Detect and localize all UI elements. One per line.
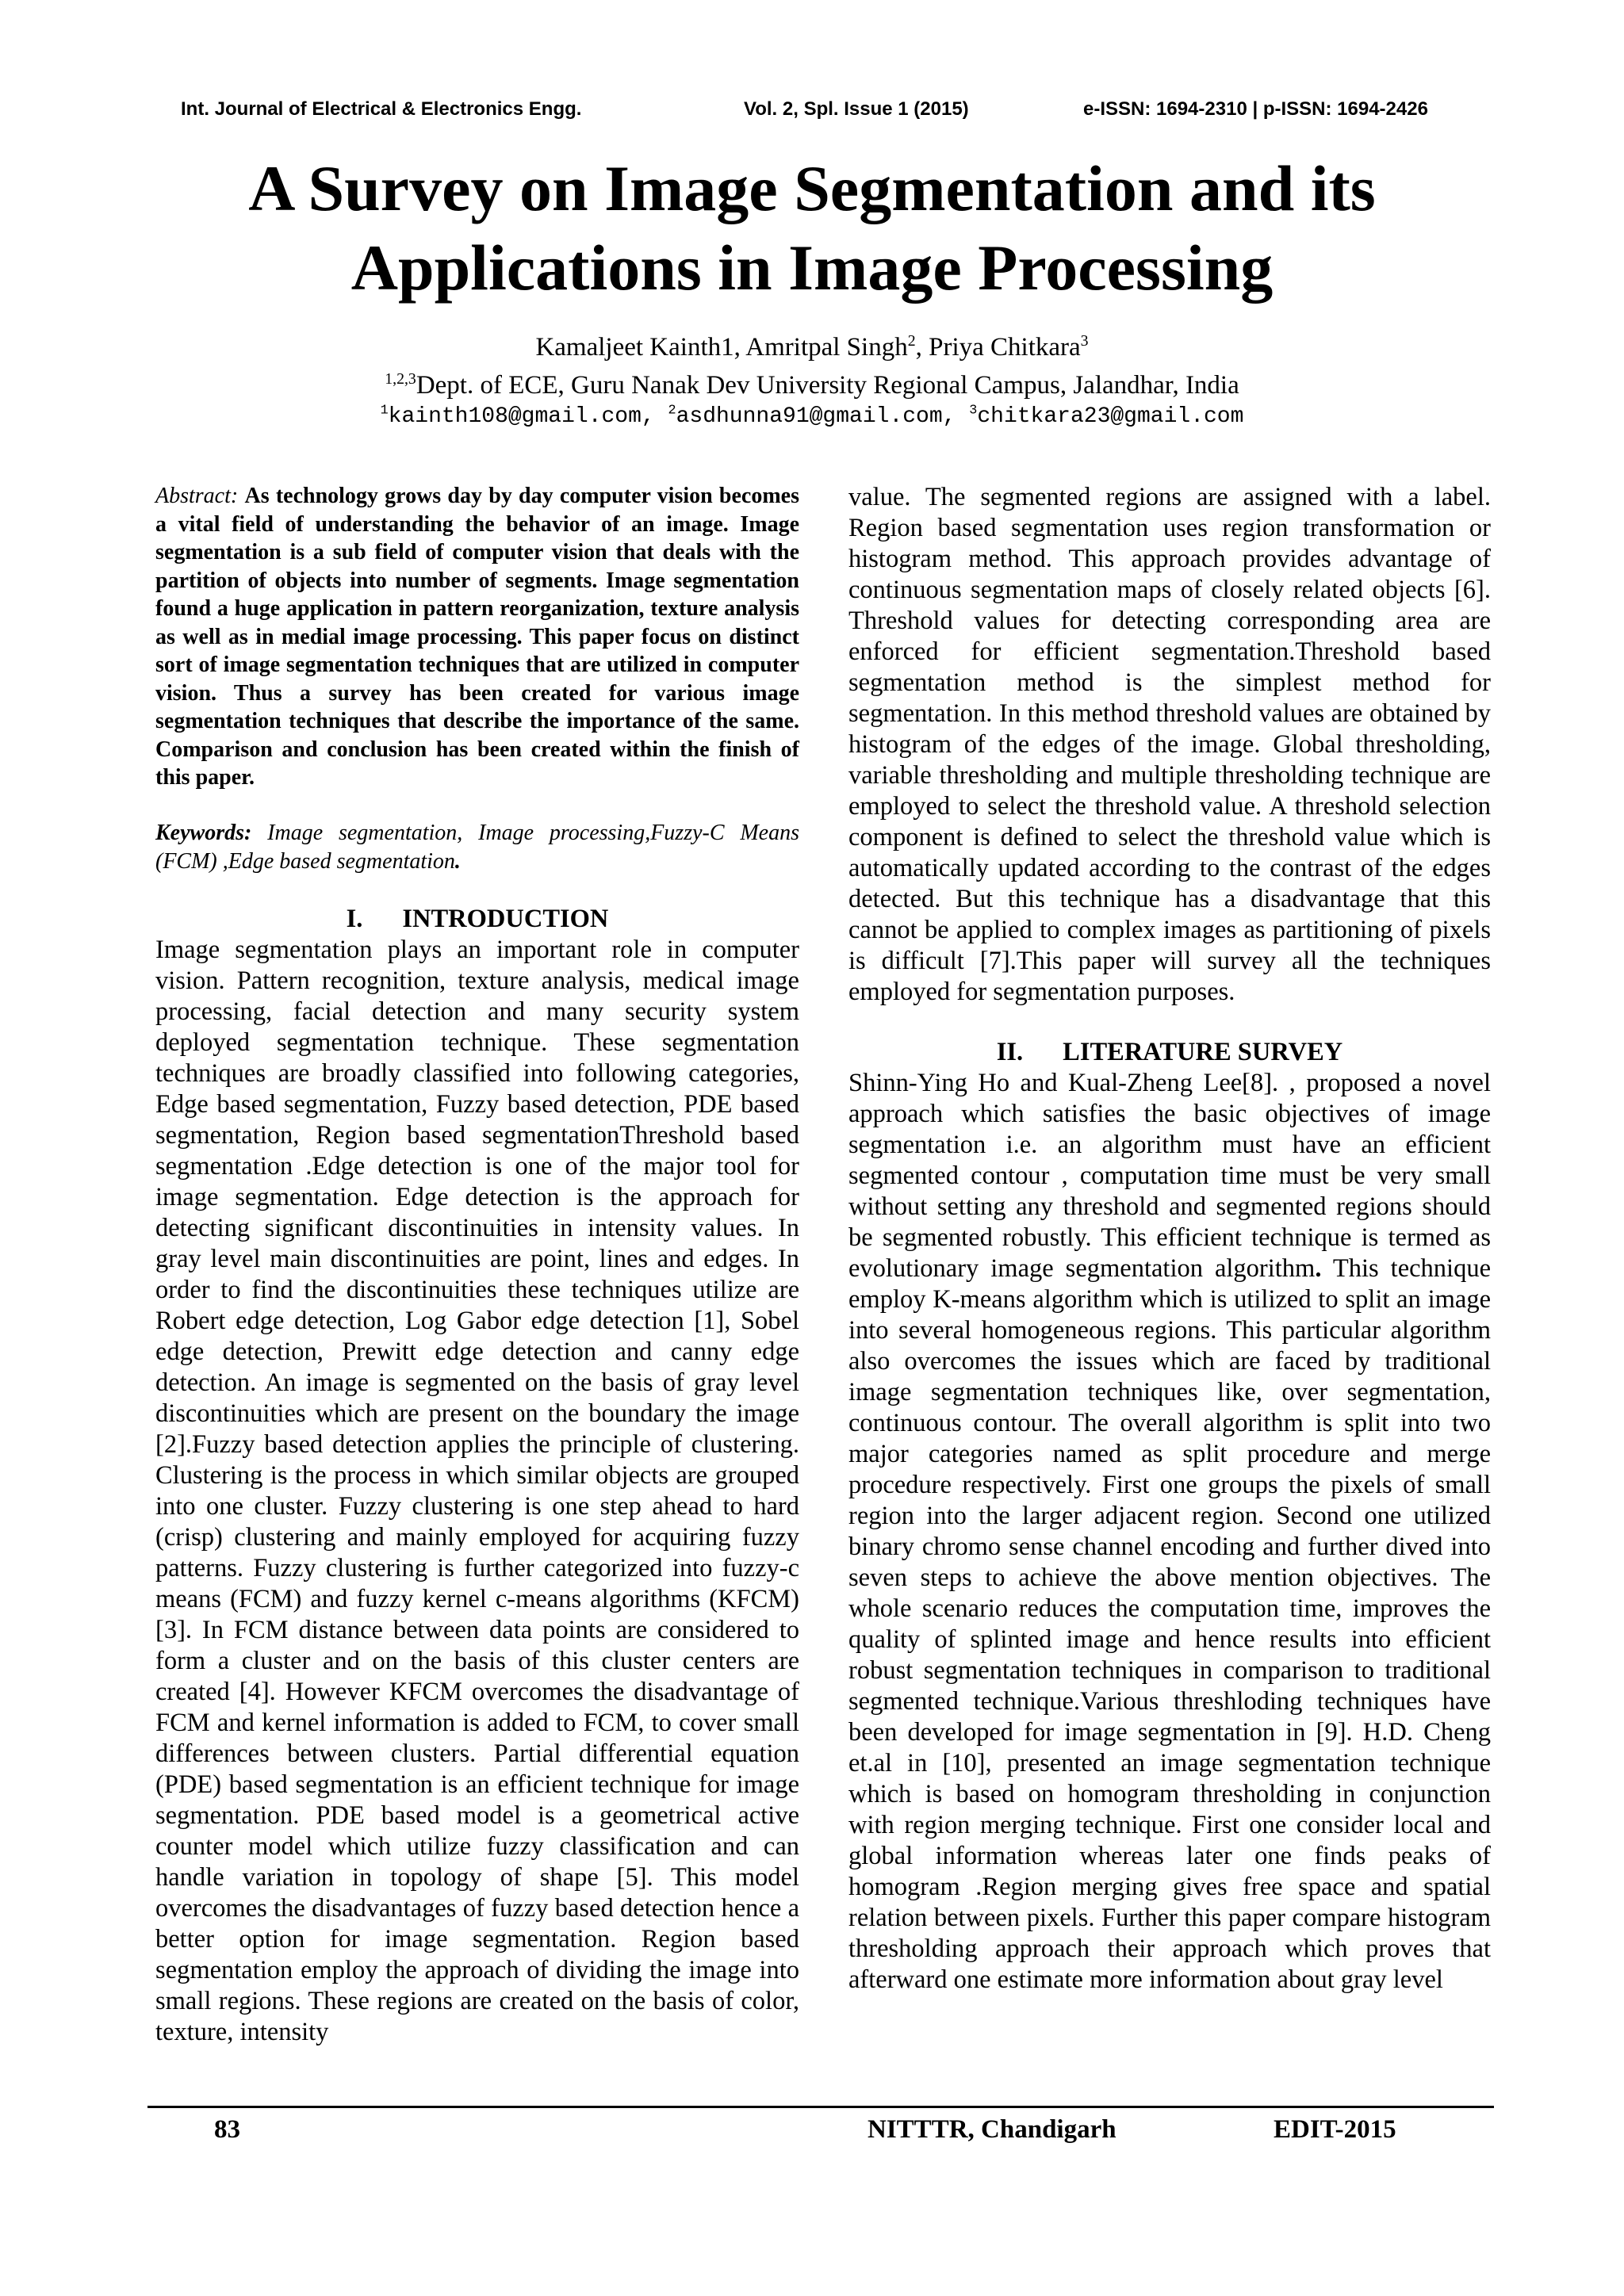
- paper-title: [119, 149, 1505, 308]
- title-line-2: Applications in Image Processing: [350, 232, 1274, 304]
- email-1-sup: 1: [380, 403, 389, 419]
- section-heading-introduction: [155, 903, 799, 935]
- volume-issue: Vol. 2, Spl. Issue 1 (2015): [744, 98, 969, 120]
- emails: [119, 404, 1505, 429]
- literature-bold-dot: .: [1315, 1254, 1322, 1283]
- left-column: [155, 482, 799, 2048]
- literature-survey-body: [848, 1068, 1491, 1996]
- keywords-text: Image segmentation, Image processing,Fuzzy-C Means (FCM) ,Edge based segmentation: [155, 820, 800, 874]
- email-3-sup: 3: [969, 403, 978, 419]
- keywords: [155, 819, 799, 876]
- literature-text-b: This technique employ K-means algorithm which is utilized to split an image into several homogeneous regions. This particular algorithm also overcomes the issues which are faced by traditional image segmentation techniques like, over segmentation, continuous contour. The overall algorithm is split into two major categories named as split procedure and merge procedure respectively. First one groups the pixels of small region into the larger adjacent region. Second one utilized binary chromo sense channel encoding and further dived into seven steps to achieve the above mention objectives. The whole scenario reduces the computation time, improves the quality of splinted image and hence results into efficient robust segmentation techniques in comparison to traditional segmented technique.Various threshloding techniques have been developed for image segmentation in [9]. H.D. Cheng et.al in [10], presented an image segmentation technique which is based on homogram thresholding in conjunction with region merging technique. First one consider local and global information whereas later one finds peaks of homogram .Region merging gives free space and spatial relation between pixels. Further this paper compare histogram thresholding approach their approach which proves that afterward one estimate more information about gray level: [848, 1254, 1492, 1994]
- journal-name: Int. Journal of Electrical & Electronics Engg.: [181, 98, 582, 120]
- author-1-sup: 2: [907, 332, 916, 350]
- section-title: LITERATURE SURVEY: [1063, 1038, 1343, 1066]
- right-column: [848, 482, 1491, 1996]
- email-2-sup: 2: [668, 403, 676, 419]
- section-number: II.: [996, 1038, 1024, 1066]
- section-title: INTRODUCTION: [402, 904, 609, 933]
- section-number: I.: [346, 904, 363, 933]
- abstract-label: Abstract:: [155, 484, 239, 508]
- title-line-1: A Survey on Image Segmentation and its: [248, 152, 1376, 224]
- affiliation: [119, 371, 1505, 400]
- section-heading-literature-survey: [848, 1036, 1491, 1068]
- footer-rule: [147, 2106, 1494, 2108]
- author-2-sup: 3: [1080, 332, 1089, 350]
- author-1: Kamaljeet Kainth1, Amritpal Singh: [535, 333, 908, 362]
- affiliation-sup: 1,2,3: [385, 370, 416, 388]
- abstract-text: As technology grows day by day computer vision becomes a vital field of understanding the behavior of an image. Image segmentation is a sub field of computer vision that deals with the partition of objects into number of segments. Image segmentation found a huge application in pattern reorganization, texture analysis as well as in medial image processing. This paper focus on distinct sort of image segmentation techniques that are utilized in computer vision. Thus a survey has been created for various image segmentation techniques that describe the importance of the same. Comparison and conclusion has been created within the finish of this paper.: [155, 484, 800, 790]
- email-2: asdhunna91@gmail.com,: [676, 404, 970, 429]
- footer-right: EDIT-2015: [1274, 2115, 1396, 2144]
- keywords-label: Keywords:: [155, 820, 252, 845]
- issn: e-ISSN: 1694-2310 | p-ISSN: 1694-2426: [1083, 98, 1428, 120]
- footer-center: NITTTR, Chandigarh: [868, 2115, 1116, 2144]
- email-1: kainth108@gmail.com,: [388, 404, 668, 429]
- email-3: chitkara23@gmail.com: [977, 404, 1244, 429]
- author-2: , Priya Chitkara: [915, 333, 1081, 362]
- introduction-body: Image segmentation plays an important role in computer vision. Pattern recognition, texture analysis, medical image processing, facial detection and many security system deployed segmentation technique. These segmentation techniques are broadly classified into following categories, Edge based segmentation, Fuzzy based detection, PDE based segmentation, Region based segmentationThreshold based segmentation .Edge detection is one of the major tool for image segmentation. Edge detection is the approach for detecting significant discontinuities in intensity values. In gray level main discontinuities are point, lines and edges. In order to find the discontinuities these techniques utilize are Robert edge detection, Log Gabor edge detection [1], Sobel edge detection, Prewitt edge detection and canny edge detection. An image is segmented on the basis of gray level discontinuities which are present on the boundary the image [2].Fuzzy based detection applies the principle of clustering. Clustering is the process in which similar objects are grouped into one cluster. Fuzzy clustering is one step ahead to hard (crisp) clustering and mainly employed for acquiring fuzzy patterns. Fuzzy clustering is further categorized into fuzzy-c means (FCM) and fuzzy kernel c-means algorithms (KFCM) [3]. In FCM distance between data points are considered to form a cluster and on the basis of this cluster centers are created [4]. However KFCM overcomes the disadvantage of FCM and kernel information is added to FCM, to cover small differences between clusters. Partial differential equation (PDE) based segmentation is an efficient technique for image segmentation. PDE based model is a geometrical active counter model which utilize fuzzy classification and can handle variation in topology of shape [5]. This model overcomes the disadvantages of fuzzy based detection hence a better option for image segmentation. Region based segmentation employ the approach of dividing the image into small regions. These regions are created on the basis of color, texture, intensity: [155, 935, 799, 2046]
- authors: [119, 333, 1505, 362]
- literature-text-a: Shinn-Ying Ho and Kual-Zheng Lee[8]. , proposed a novel approach which satisfies the basic objectives of image segmentation i.e. an algorithm must have an efficient segmented contour , computation time must be very small without setting any threshold and segmented regions should be segmented robustly. This efficient technique is termed as evolutionary image segmentation algorithm: [848, 1069, 1491, 1283]
- abstract: [155, 482, 799, 792]
- introduction-continued: value. The segmented regions are assigned with a label. Region based segmentation uses region transformation or histogram method. This approach provides advantage of continuous segmentation maps of closely related objects [6]. Threshold values for detecting corresponding area are enforced for efficient segmentation.Threshold based segmentation method is the simplest method for segmentation. In this method threshold values are obtained by histogram of the edges of the image. Global thresholding, variable thresholding and multiple thresholding technique are employed to select the threshold value. A threshold selection component is defined to select the threshold value which is automatically updated according to the contrast of the edges detected. But this technique has a disadvantage that this cannot be applied to complex images as partitioning of pixels is difficult [7].This paper will survey all the techniques employed for segmentation purposes.: [848, 483, 1491, 1006]
- affiliation-text: Dept. of ECE, Guru Nanak Dev University Regional Campus, Jalandhar, India: [416, 371, 1239, 400]
- page-number: 83: [214, 2115, 240, 2144]
- keywords-end: .: [454, 848, 461, 874]
